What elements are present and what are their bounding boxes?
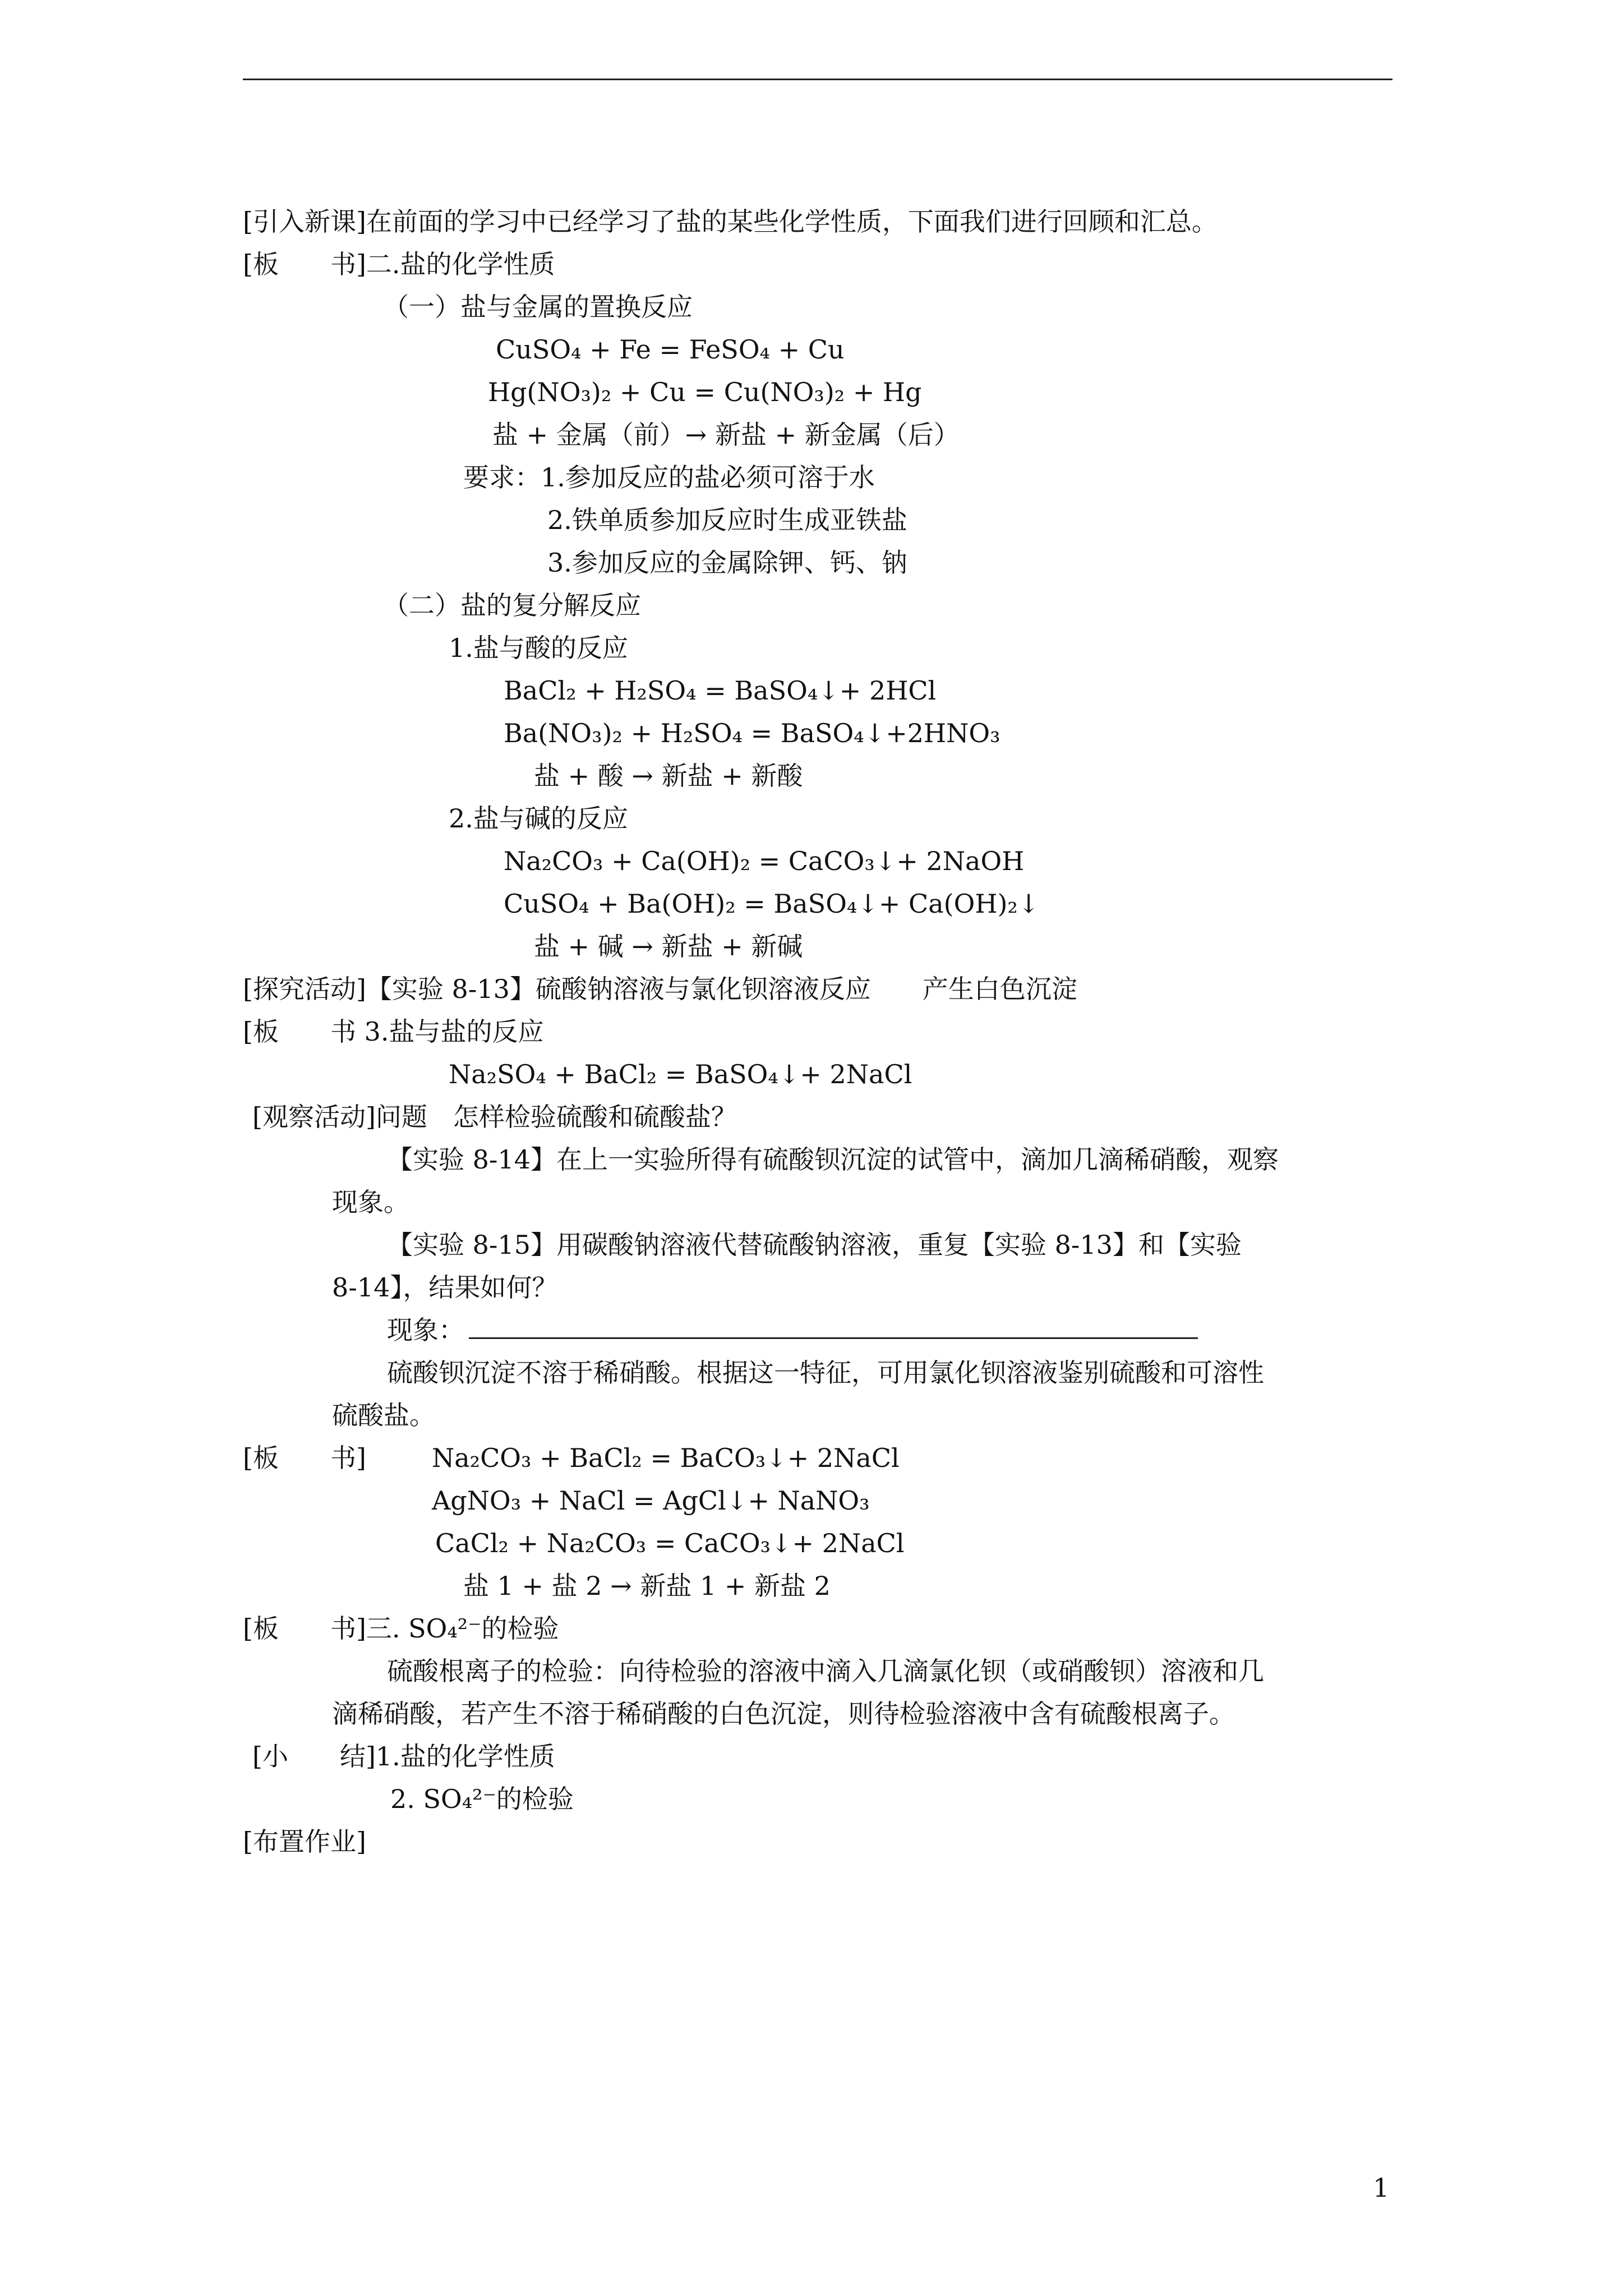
section-displacement-reaction: （一）盐与金属的置换反应 [383,292,693,322]
experiment-8-15-line1: 【实验 8-15】用碳酸钠溶液代替硫酸钠溶液，重复【实验 8-13】和【实验 [387,1230,1242,1260]
equation-4: Ba(NO₃)₂ + H₂SO₄ = BaSO₄↓+2HNO₃ [504,718,1000,748]
rule-salt-salt: 盐 1 + 盐 2 → 新盐 1 + 新盐 2 [463,1571,831,1601]
experiment-8-14-line2: 现象。 [332,1187,409,1217]
board-heading-3: [板 书] [243,1443,366,1473]
conclusion-line2: 硫酸盐。 [332,1400,435,1430]
homework-heading: [布置作业] [243,1826,366,1857]
equation-5: Na₂CO₃ + Ca(OH)₂ = CaCO₃↓+ 2NaOH [504,846,1025,876]
equation-10: CaCl₂ + Na₂CO₃ = CaCO₃↓+ 2NaCl [435,1528,905,1558]
equation-8: Na₂CO₃ + BaCl₂ = BaCO₃↓+ 2NaCl [432,1443,900,1473]
equation-6: CuSO₄ + Ba(OH)₂ = BaSO₄↓+ Ca(OH)₂↓ [504,889,1040,919]
experiment-8-14-line1: 【实验 8-14】在上一实验所得有硫酸钡沉淀的试管中，滴加几滴稀硝酸，观察 [387,1144,1279,1175]
sulfate-test-line2: 滴稀硝酸，若产生不溶于稀硝酸的白色沉淀，则待检验溶液中含有硫酸根离子。 [332,1699,1235,1729]
rule-salt-acid: 盐 + 酸 → 新盐 + 新酸 [534,761,803,791]
rule-salt-metal: 盐 + 金属（前）→ 新盐 + 新金属（后） [492,420,960,450]
experiment-8-15-line2: 8-14】，结果如何？ [332,1272,558,1303]
answer-blank [469,1337,1198,1339]
phenomenon-label: 现象： [387,1315,464,1345]
requirement-2: 2.铁单质参加反应时生成亚铁盐 [547,505,907,535]
rule-salt-base: 盐 + 碱 → 新盐 + 新碱 [534,931,803,961]
section-double-decomposition: （二）盐的复分解反应 [383,590,641,620]
explore-activity: [探究活动]【实验 8-13】硫酸钠溶液与氯化钡溶液反应 产生白色沉淀 [243,974,1077,1004]
equation-9: AgNO₃ + NaCl = AgCl↓+ NaNO₃ [432,1485,870,1516]
requirement-1: 要求：1.参加反应的盐必须可溶于水 [463,462,875,493]
intro-line: [引入新课]在前面的学习中已经学习了盐的某些化学性质，下面我们进行回顾和汇总。 [243,206,1218,237]
equation-7: Na₂SO₄ + BaCl₂ = BaSO₄↓+ 2NaCl [449,1059,912,1089]
sulfate-test-line1: 硫酸根离子的检验：向待检验的溶液中滴入几滴氯化钡（或硝酸钡）溶液和几 [387,1656,1264,1686]
equation-1: CuSO₄ + Fe = FeSO₄ + Cu [496,334,845,365]
observe-activity: [观察活动]问题 怎样检验硫酸和硫酸盐？ [252,1102,737,1132]
summary-line1: [小 结]1.盐的化学性质 [252,1741,555,1772]
phenomenon-line [387,1313,1198,1347]
equation-3: BaCl₂ + H₂SO₄ = BaSO₄↓+ 2HCl [504,675,937,706]
page-number: 1 [1373,2173,1390,2203]
board-heading-sulfate-test: [板 书]三. SO₄²⁻的检验 [243,1613,559,1644]
subsection-salt-acid: 1.盐与酸的反应 [449,633,628,663]
board-heading-salt-salt: [板 书 3.盐与盐的反应 [243,1016,544,1047]
conclusion-line1: 硫酸钡沉淀不溶于稀硝酸。根据这一特征，可用氯化钡溶液鉴别硫酸和可溶性 [387,1358,1264,1388]
summary-line2: 2. SO₄²⁻的检验 [390,1784,574,1814]
equation-2: Hg(NO₃)₂ + Cu = Cu(NO₃)₂ + Hg [488,377,922,407]
header-rule [243,79,1393,80]
subsection-salt-base: 2.盐与碱的反应 [449,803,628,834]
requirement-3: 3.参加反应的金属除钾、钙、钠 [547,547,907,578]
board-heading-salt-properties: [板 书]二.盐的化学性质 [243,249,555,279]
